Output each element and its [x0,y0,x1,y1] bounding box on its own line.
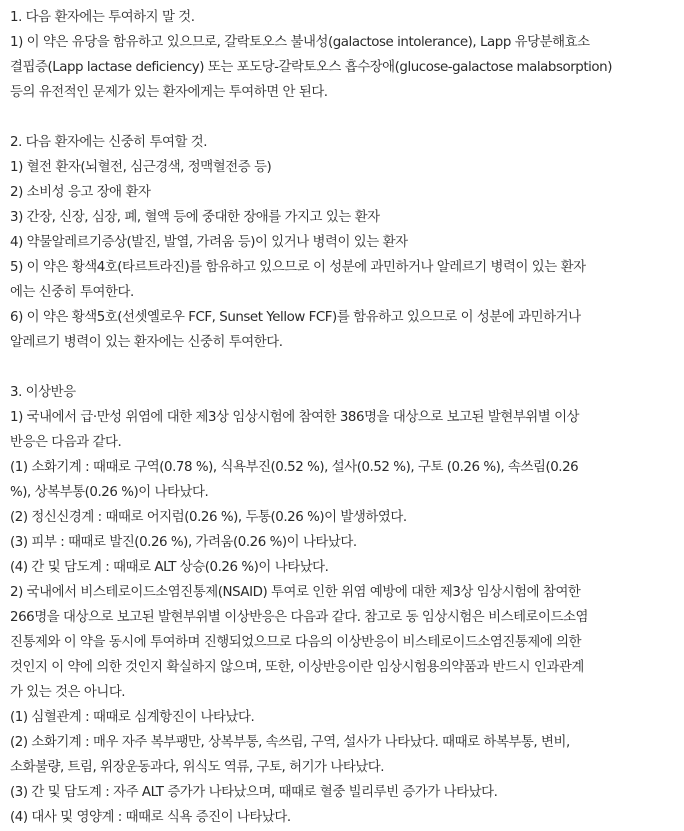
section-heading: 1. 다음 환자에는 투여하지 말 것. [10,10,195,25]
text-line: %), 상복부통(0.26 %)이 나타났다. [10,485,209,500]
text-line: (2) 정신신경계 : 때때로 어지럼(0.26 %), 두통(0.26 %)이 발생하였다. [10,510,407,525]
text-line: (3) 간 및 담도계 : 자주 ALT 증가가 나타났으며, 때때로 혈중 빌리루빈 증가가 나타났다. [10,785,498,800]
text-line: 등의 유전적인 문제가 있는 환자에게는 투여하면 안 된다. [10,85,328,100]
section-spacer [10,355,674,380]
text-line: (1) 심혈관계 : 때때로 심계항진이 나타났다. [10,710,255,725]
text-line: 반응은 다음과 같다. [10,435,122,450]
text-line: 6) 이 약은 황색5호(선셋옐로우 FCF, Sunset Yellow FCF)를 함유하고 있으므로 이 성분에 과민하거나 [10,310,581,325]
section-heading: 3. 이상반응 [10,385,76,400]
section-spacer [10,105,674,130]
text-line: 것인지 이 약에 의한 것인지 확실하지 않으며, 또한, 이상반응이란 임상시험용의약품과 반드시 인과관계 [10,660,584,675]
text-line: 가 있는 것은 아니다. [10,685,126,700]
text-line: 5) 이 약은 황색4호(타르트라진)를 함유하고 있으므로 이 성분에 과민하거나 알레르기 병력이 있는 환자 [10,260,586,275]
text-line: 결핍증(Lapp lactase deficiency) 또는 포도당-갈락토오스 흡수장애(glucose-galactose malabsorption) [10,60,612,75]
text-line: (3) 피부 : 때때로 발진(0.26 %), 가려움(0.26 %)이 나타났다. [10,535,357,550]
text-line: 1) 이 약은 유당을 함유하고 있으므로, 갈락토오스 불내성(galactose intolerance), Lapp 유당분해효소 [10,35,590,50]
section-heading: 2. 다음 환자에는 신중히 투여할 것. [10,135,208,150]
text-line: (4) 대사 및 영양계 : 때때로 식욕 증진이 나타났다. [10,810,291,825]
text-line: (4) 간 및 담도계 : 때때로 ALT 상승(0.26 %)이 나타났다. [10,560,329,575]
text-line: 2) 국내에서 비스테로이드소염진통제(NSAID) 투여로 인한 위염 예방에 대한 제3상 임상시험에 참여한 [10,585,581,600]
text-line: 4) 약물알레르기증상(발진, 발열, 가려움 등)이 있거나 병력이 있는 환자 [10,235,408,250]
text-line: 소화불량, 트림, 위장운동과다, 위식도 역류, 구토, 허기가 나타났다. [10,760,385,775]
section-precautions [10,130,674,355]
text-line: 1) 혈전 환자(뇌혈전, 심근경색, 정맥혈전증 등) [10,160,272,175]
text-line: 266명을 대상으로 보고된 발현부위별 이상반응은 다음과 같다. 참고로 동 임상시험은 비스테로이드소염 [10,610,588,625]
text-line: 2) 소비성 응고 장애 환자 [10,185,151,200]
text-line: 1) 국내에서 급·만성 위염에 대한 제3상 임상시험에 참여한 386명을 대상으로 보고된 발현부위별 이상 [10,410,580,425]
text-line: (2) 소화기계 : 매우 자주 복부팽만, 상복부통, 속쓰림, 구역, 설사가 나타났다. 때때로 하복부통, 변비, [10,735,570,750]
section-contraindications [10,5,674,105]
section-adverse-reactions [10,380,674,830]
text-line: 진통제와 이 약을 동시에 투여하며 진행되었으므로 다음의 이상반응이 비스테로이드소염진통제에 의한 [10,635,582,650]
text-line: 알레르기 병력이 있는 환자에는 신중히 투여한다. [10,335,283,350]
text-line: (1) 소화기계 : 때때로 구역(0.78 %), 식욕부진(0.52 %), 설사(0.52 %), 구토 (0.26 %), 속쓰림(0.26 [10,460,579,475]
text-line: 에는 신중히 투여한다. [10,285,134,300]
text-line: 3) 간장, 신장, 심장, 폐, 혈액 등에 중대한 장애를 가지고 있는 환자 [10,210,380,225]
